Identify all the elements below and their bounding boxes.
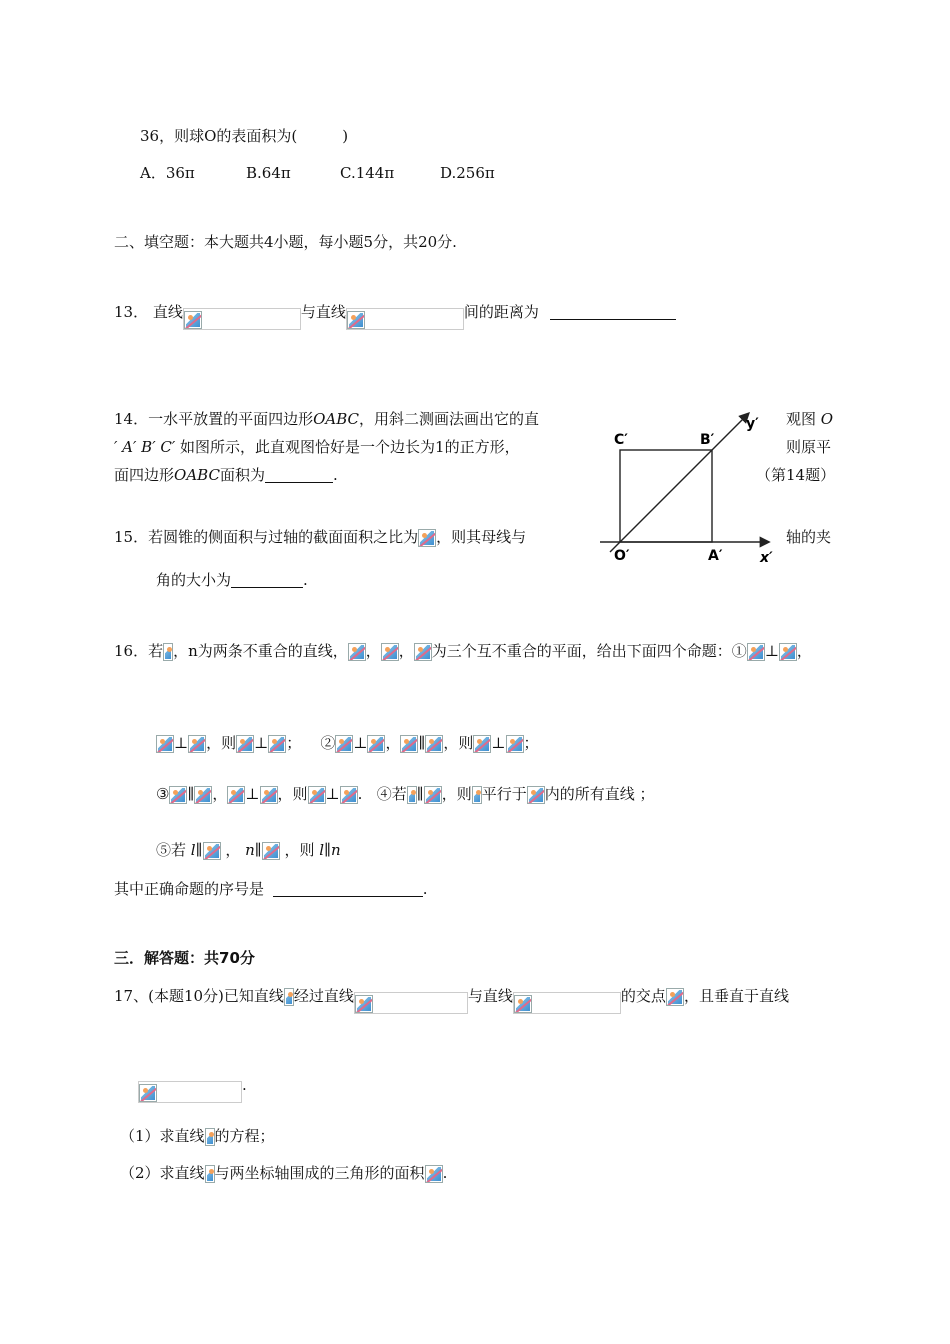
q13-formula-1: [183, 308, 301, 330]
q15-answer-blank[interactable]: [231, 573, 303, 588]
q16-text: ，则: [441, 785, 472, 803]
image-placeholder-icon: [308, 786, 326, 804]
q17-text: 经过直线: [293, 987, 354, 1005]
q17-line-1: [114, 986, 789, 1014]
label-b: B′: [700, 432, 715, 448]
image-placeholder-icon: [381, 643, 399, 661]
image-placeholder-icon: [348, 643, 366, 661]
q16-line-4: [156, 840, 341, 860]
q14-text: 面四边形: [114, 466, 175, 484]
q16-text: ∥: [187, 785, 195, 803]
q16-text: ，: [385, 734, 401, 752]
q17-text: （2）求直线: [120, 1164, 205, 1182]
label-a: A′: [708, 548, 723, 564]
image-placeholder-icon: [779, 643, 797, 661]
q16-text: ⊥: [174, 734, 189, 752]
q13-answer-blank[interactable]: [550, 305, 676, 320]
image-placeholder-icon: [236, 735, 254, 753]
image-placeholder-icon: [260, 786, 278, 804]
image-placeholder-icon: [400, 735, 418, 753]
image-placeholder-icon: [227, 786, 245, 804]
q16-text: ⑤若: [156, 841, 187, 859]
q16-text: ，: [398, 642, 414, 660]
q16-text: .: [422, 880, 428, 898]
q17-line-2: [138, 1075, 247, 1103]
q14-right-1: [786, 409, 833, 429]
q16-text: ⊥: [353, 734, 368, 752]
q16-text: n∥: [245, 841, 262, 859]
q14-figure-caption: （第14题）: [756, 466, 836, 484]
image-placeholder-icon: [527, 786, 545, 804]
image-placeholder-icon: [268, 735, 286, 753]
q16-line-2: [156, 733, 539, 753]
label-y: y′: [746, 416, 759, 432]
q16-answer-blank[interactable]: [273, 882, 423, 897]
image-placeholder-icon: [284, 988, 294, 1006]
q15-line-2: [156, 570, 308, 590]
q14-text: .: [332, 466, 338, 484]
q17-text: （1）求直线: [120, 1127, 205, 1145]
q17-formula-2: [513, 992, 621, 1014]
q16-line-1: [114, 641, 812, 661]
image-placeholder-icon: [194, 786, 212, 804]
q13-text: 间的距离为: [463, 303, 539, 321]
q12-stem: 36，则球O的表面积为( ): [140, 127, 349, 145]
q14-text: ′ A′ B′ C′: [114, 438, 176, 456]
q16-line-3: [156, 784, 655, 804]
q14-line-3: [114, 465, 338, 485]
image-placeholder-icon: [355, 995, 373, 1013]
q15-text: .: [303, 571, 308, 589]
q16-text: 16．若: [114, 642, 164, 660]
q14-answer-blank[interactable]: [265, 468, 333, 483]
image-placeholder-icon: [472, 786, 482, 804]
image-placeholder-icon: [347, 311, 365, 329]
q17-text: 与直线: [467, 987, 513, 1005]
q16-text: 内的所有直线 ；: [544, 785, 655, 803]
image-placeholder-icon: [666, 988, 684, 1006]
q16-text: ；: [286, 734, 302, 752]
q16-text: ③: [156, 785, 170, 803]
q16-text: ⊥: [764, 642, 779, 660]
image-placeholder-icon: [506, 735, 524, 753]
q14-text: 如图所示，此直观图恰好是一个边长为1的正方形，: [180, 438, 520, 456]
q16-text: ⊥: [491, 734, 506, 752]
q16-text: l∥: [190, 841, 203, 859]
q16-text: ，则: [206, 734, 237, 752]
q17-part-1: [120, 1126, 275, 1146]
q16-text: ，: [796, 642, 812, 660]
image-placeholder-icon: [188, 735, 206, 753]
q15-text: 15．若圆锥的侧面积与过轴的截面面积之比为: [114, 528, 419, 546]
q16-text: ⊥: [325, 785, 340, 803]
image-placeholder-icon: [424, 786, 442, 804]
image-placeholder-icon: [425, 1165, 443, 1183]
q14-text: 面积为: [219, 466, 265, 484]
q16-text: ∥: [416, 785, 424, 803]
q16-text: ②: [320, 734, 336, 752]
q15-line-1: [114, 527, 526, 547]
q16-text: 平行于: [481, 785, 527, 803]
image-placeholder-icon: [156, 735, 174, 753]
image-placeholder-icon: [425, 735, 443, 753]
q12-option-a: A．36π: [140, 164, 195, 182]
image-placeholder-icon: [407, 786, 417, 804]
q16-text: .: [357, 785, 363, 803]
q16-text: ⊥: [254, 734, 269, 752]
q14-text: O: [820, 410, 834, 428]
image-placeholder-icon: [418, 529, 436, 547]
q17-text: 17、(本题10分)已知直线: [114, 987, 284, 1005]
q14-line-2: [114, 437, 520, 457]
q17-text: .: [442, 1164, 448, 1182]
image-placeholder-icon: [184, 311, 202, 329]
section2-heading: 二、填空题：本大题共4小题，每小题5分，共20分.: [114, 233, 457, 251]
label-x: x′: [760, 550, 773, 566]
q15-text: ，则其母线与: [436, 528, 527, 546]
q17-text: 的交点: [620, 987, 666, 1005]
image-placeholder-icon: [163, 643, 173, 661]
q14-text: 14．一水平放置的平面四边形: [114, 410, 314, 428]
q17-text: 的方程；: [214, 1127, 275, 1145]
image-placeholder-icon: [205, 1165, 215, 1183]
q17-part-2: [120, 1163, 447, 1183]
q17-text: ，且垂直于直线: [683, 987, 789, 1005]
image-placeholder-icon: [335, 735, 353, 753]
q14-line-1: [114, 409, 539, 429]
image-placeholder-icon: [473, 735, 491, 753]
q12-option-c: C.144π: [340, 164, 395, 182]
q16-text: ；: [523, 734, 539, 752]
q14-text: OABC: [174, 466, 220, 484]
q15-text: 角的大小为: [156, 571, 232, 589]
image-placeholder-icon: [262, 842, 280, 860]
q16-text: l∥n: [319, 841, 341, 859]
label-c: C′: [614, 432, 628, 448]
q12-option-d: D.256π: [440, 164, 495, 182]
q14-right-2: 则原平: [786, 438, 832, 456]
q16-text: ，: [225, 841, 241, 859]
q16-text: 其中正确命题的序号是: [114, 880, 265, 898]
q16-text: ，则: [284, 841, 315, 859]
section3-heading: 三．解答题：共70分: [114, 949, 255, 967]
image-placeholder-icon: [139, 1084, 157, 1102]
q16-text: ⊥: [245, 785, 260, 803]
q13-text: 直线: [152, 303, 183, 321]
q16-text: ，: [365, 642, 381, 660]
q15-right-1: 轴的夹: [786, 528, 832, 546]
image-placeholder-icon: [340, 786, 358, 804]
q12-option-b: B.64π: [246, 164, 291, 182]
q14-text: OABC: [313, 410, 360, 428]
image-placeholder-icon: [205, 1128, 215, 1146]
q17-formula-1: [354, 992, 468, 1014]
q16-text: ④若: [376, 785, 407, 803]
q17-formula-3: [138, 1081, 242, 1103]
image-placeholder-icon: [367, 735, 385, 753]
image-placeholder-icon: [169, 786, 187, 804]
q14-text: ，用斜二测画法画出它的直: [359, 410, 540, 428]
q16-text: ，则: [277, 785, 308, 803]
q17-text: .: [242, 1076, 247, 1094]
label-o: O′: [614, 548, 630, 564]
q14-oblique-figure: [596, 402, 780, 570]
q16-answer-line: [114, 879, 428, 899]
q16-text: ∥: [418, 734, 426, 752]
q16-text: 为三个互不重合的平面，给出下面四个命题：①: [431, 642, 747, 660]
q14-text: 观图: [786, 410, 817, 428]
y-axis-line: [610, 414, 748, 552]
q16-text: ，则: [443, 734, 474, 752]
image-placeholder-icon: [203, 842, 221, 860]
image-placeholder-icon: [414, 643, 432, 661]
q16-text: ，: [212, 785, 228, 803]
q13-line: [114, 302, 676, 330]
q17-text: 与两坐标轴围成的三角形的面积: [214, 1164, 425, 1182]
q13-number: 13．: [114, 303, 149, 321]
image-placeholder-icon: [747, 643, 765, 661]
image-placeholder-icon: [514, 995, 532, 1013]
q13-formula-2: [346, 308, 464, 330]
q13-text: 与直线: [300, 303, 346, 321]
q16-text: ，n为两条不重合的直线，: [173, 642, 348, 660]
